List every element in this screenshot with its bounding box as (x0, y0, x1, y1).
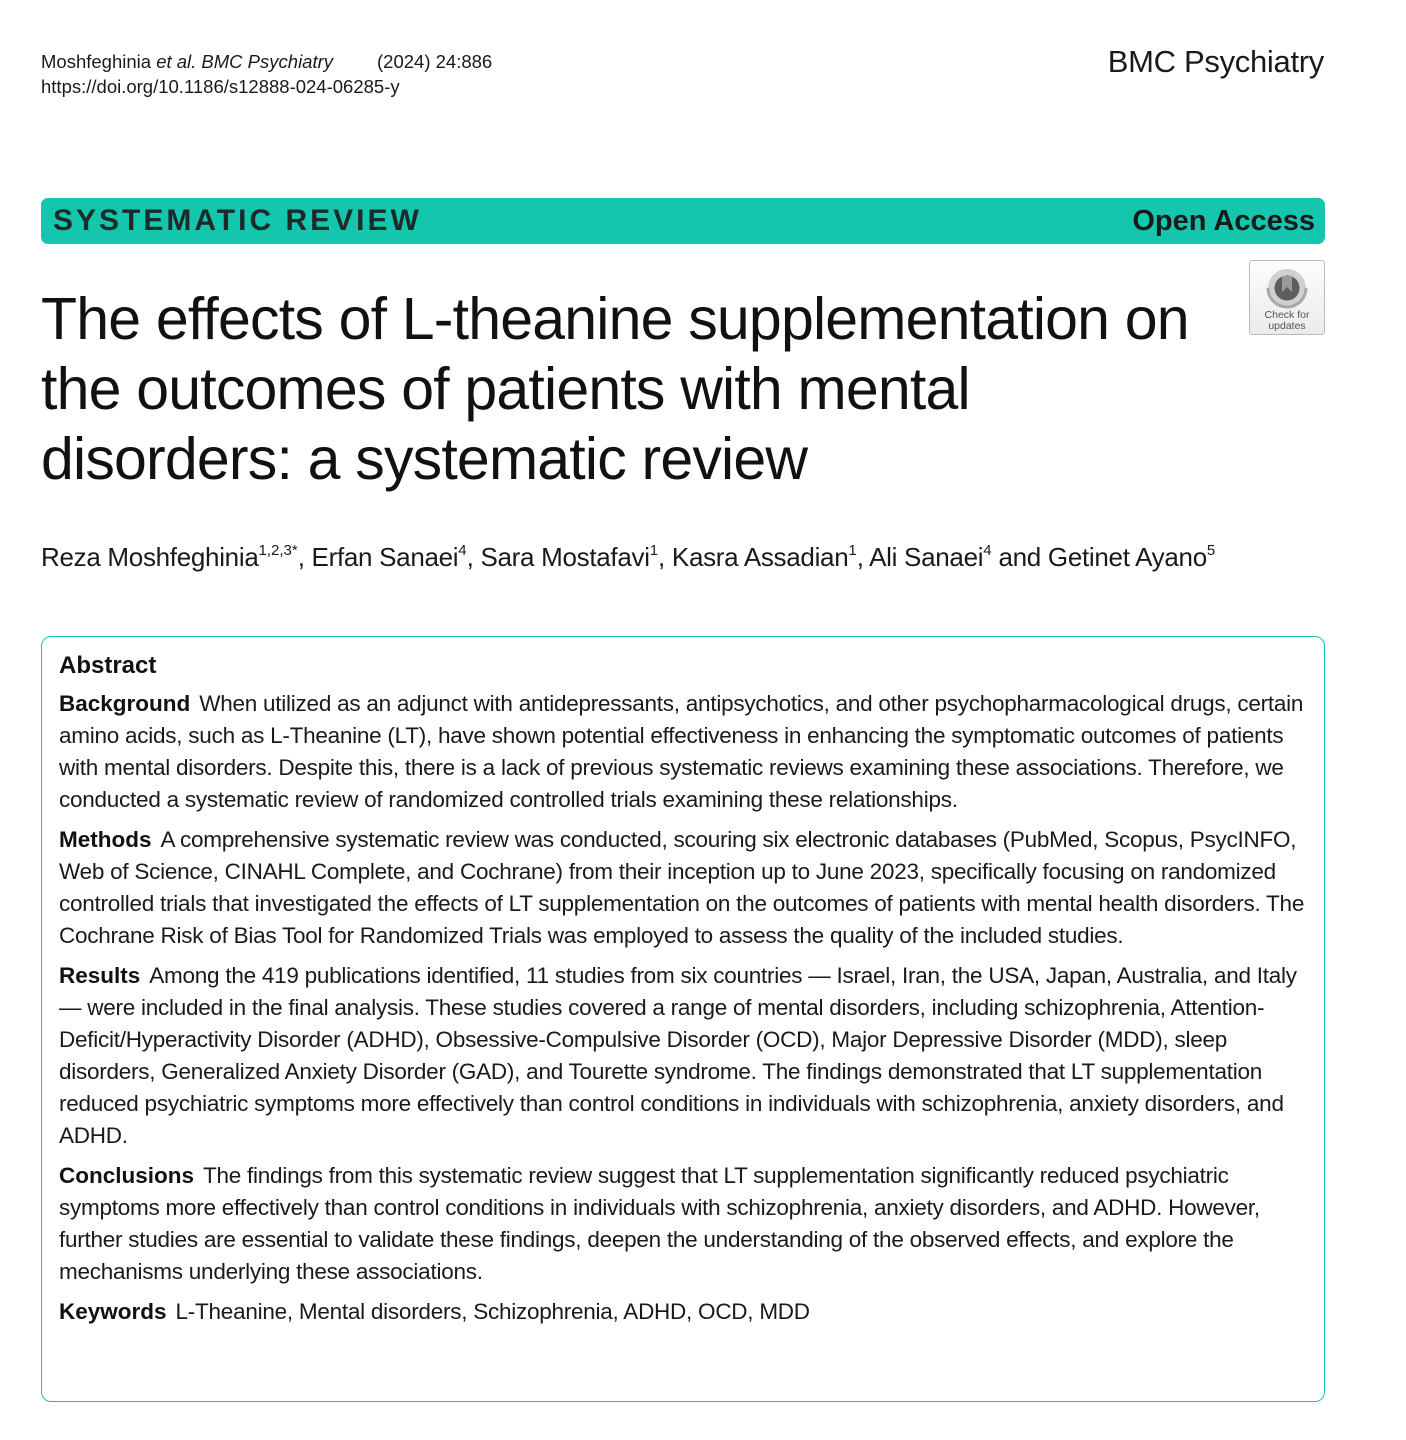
abstract-methods (59, 824, 1308, 952)
section-label: Conclusions (59, 1163, 195, 1188)
author-affiliation: 1 (649, 542, 659, 559)
open-access-label: Open Access (1132, 204, 1315, 237)
citation-line (41, 49, 492, 74)
author-separator: , (658, 542, 672, 572)
abstract-heading: Abstract (59, 652, 157, 679)
section-label: Results (59, 963, 141, 988)
section-label: Methods (59, 827, 152, 852)
check-for-updates-button[interactable] (1249, 260, 1325, 335)
section-label: Keywords (59, 1299, 167, 1324)
author-separator: , (297, 542, 312, 572)
author-5[interactable]: Ali Sanaei$^4$ (869, 542, 992, 572)
crossmark-icon (1264, 267, 1310, 309)
author-3[interactable]: Sara Mostafavi$^1$ (480, 542, 659, 572)
citation-author: Moshfeghinia (41, 51, 152, 72)
section-text: L-Theanine, Mental disorders, Schizophrenia, ADHD, OCD, MDD (175, 1299, 810, 1324)
author-separator: , (856, 542, 870, 572)
author-affiliation: 1 (848, 542, 857, 559)
author-list (41, 542, 1215, 573)
crossmark-label: Check for updates (1264, 309, 1310, 332)
author-6[interactable]: Getinet Ayano$^5$ (1047, 542, 1216, 572)
citation-etal-journal: et al. BMC Psychiatry (156, 51, 334, 72)
author-separator: , (466, 542, 481, 572)
section-text: Among the 419 publications identified, 11 studies from six countries — Israel, Iran, the USA, Japan, Australia, and Italy — were included in the final analysis. These studies covered a range of mental disorders, including schizophrenia, Attention-Deficit/Hyperactivity Disorder (ADHD), Obsessive-Compulsive Disorder (OCD), Major Depressive Disorder (MDD), sleep disorders, Generalized Anxiety Disorder (GAD), and Tourette syndrome. The findings demonstrated that LT supplementation reduced psychiatric symptoms more effectively than control conditions in individuals with schizophrenia, anxiety disorders, and ADHD. (59, 963, 1297, 1148)
article-title: The effects of L-theanine supplementation on the outcomes of patients with mental disorders: a systematic review (41, 286, 1189, 492)
author-2[interactable]: Erfan Sanaei$^4$ (311, 542, 467, 572)
abstract-results (59, 960, 1308, 1152)
article-type-label: SYSTEMATIC REVIEW (53, 204, 422, 237)
abstract-background (59, 688, 1308, 816)
author-4[interactable]: Kasra Assadian$^1$ (671, 542, 857, 572)
section-text: A comprehensive systematic review was conducted, scouring six electronic databases (PubMed, Scopus, PsycINFO, Web of Science, CINAHL Complete, and Cochrane) from their inception up to June 2023, specifically focusing on randomized controlled trials that investigated the effects of LT supplementation on the outcomes of patients with mental health disorders. The Cochrane Risk of Bias Tool for Randomized Trials was employed to assess the quality of the included studies. (59, 827, 1305, 948)
doi-link[interactable]: https://doi.org/10.1186/s12888-024-06285-y (41, 76, 400, 97)
citation-block (41, 49, 492, 99)
author-affiliation: 4 (458, 542, 467, 559)
section-text: When utilized as an adjunct with antidepressants, antipsychotics, and other psychopharmacological drugs, certain amino acids, such as L-Theanine (LT), have shown potential effectiveness in enhancing the symptomatic outcomes of patients with mental disorders. Despite this, there is a lack of previous systematic reviews examining these associations. Therefore, we conducted a systematic review of randomized controlled trials examining these relationships. (59, 691, 1304, 812)
section-label: Background (59, 691, 191, 716)
author-affiliation: 4 (983, 542, 992, 559)
abstract-keywords (59, 1296, 1308, 1328)
section-text: The findings from this systematic review suggest that LT supplementation significantly reduced psychiatric symptoms more effectively than control conditions in individuals with schizophrenia, anxiety disorders, and ADHD. However, further studies are essential to validate these findings, deepen the understanding of the observed effects, and explore the mechanisms underlying these associations. (59, 1163, 1260, 1284)
author-affiliation: 5 (1206, 542, 1216, 559)
citation-volume: (2024) 24:886 (377, 51, 493, 72)
article-type-banner (41, 198, 1325, 244)
author-separator: and (991, 542, 1048, 572)
journal-name: BMC Psychiatry (1107, 44, 1324, 79)
abstract-box (41, 636, 1325, 1402)
abstract-conclusions (59, 1160, 1308, 1288)
author-1[interactable]: Reza Moshfeghinia$^{1,2,3*}$ (41, 542, 298, 572)
author-affiliation: 1,2,3* (258, 542, 298, 559)
